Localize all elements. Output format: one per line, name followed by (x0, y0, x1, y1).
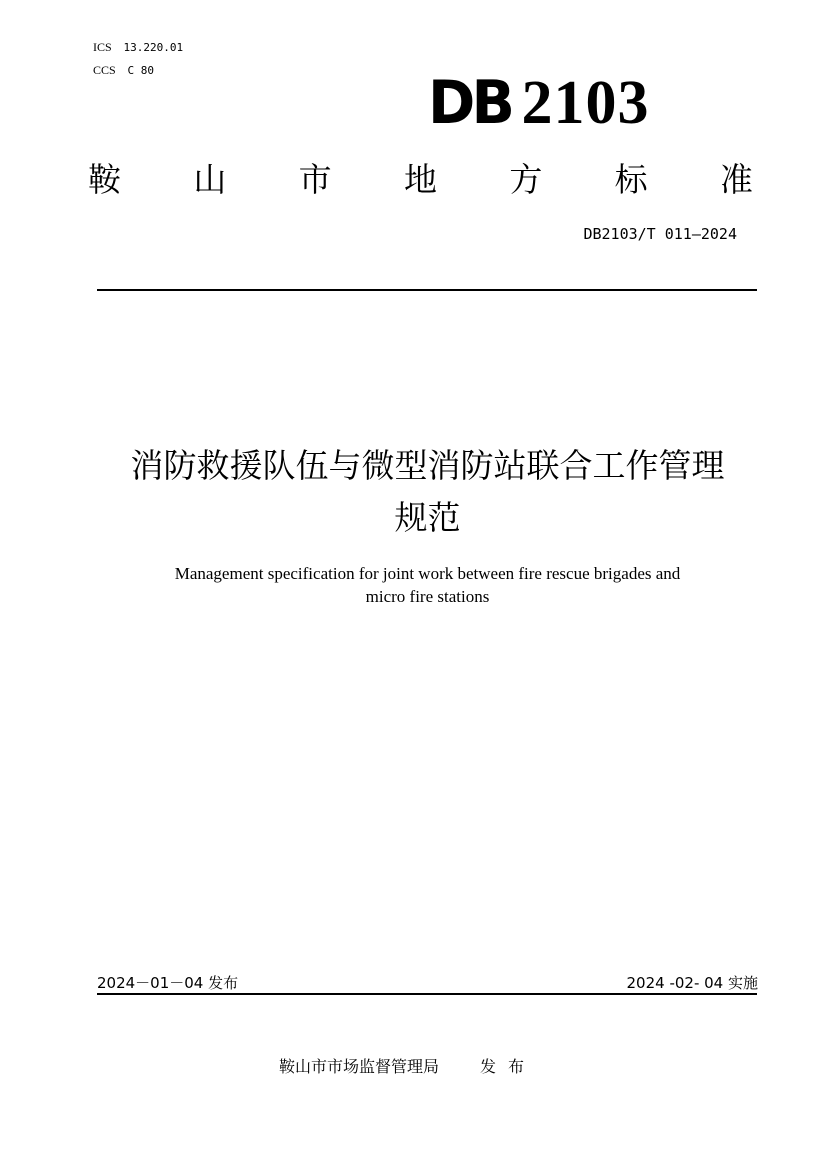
chinese-title-line: 消防救援队伍与微型消防站联合工作管理 (130, 446, 725, 485)
top-divider (97, 289, 757, 291)
standard-type-char: 方 (509, 159, 543, 199)
ics-label: ICS (93, 40, 112, 54)
chinese-title (80, 440, 775, 544)
ccs-label: CCS (93, 63, 116, 77)
english-title (100, 562, 755, 608)
ics-classification (93, 40, 183, 55)
ics-value: 13.220.01 (123, 41, 184, 54)
standard-type-char: 鞍 (88, 159, 121, 199)
db-region-code: 2103 (521, 69, 650, 137)
english-title-line: Management specification for joint work between fire rescue brigades and (174, 564, 681, 583)
ccs-value: C 80 (127, 64, 155, 77)
publisher-line (0, 1054, 815, 1077)
db-letters: DB (428, 68, 512, 138)
publisher-organization: 鞍山市市场监督管理局 (278, 1057, 439, 1076)
implementation-date: 2024 -02- 04 实施 (626, 974, 758, 992)
chinese-title-line: 规范 (394, 498, 461, 537)
db-standard-mark (428, 68, 650, 138)
standard-type-char: 准 (719, 159, 753, 199)
standard-type-char: 市 (298, 159, 332, 199)
standard-type-char: 地 (403, 159, 437, 199)
publisher-verb: 发布 (480, 1057, 537, 1076)
issue-date: 2024－01－04 发布 (97, 974, 239, 992)
standard-type-heading (88, 152, 753, 202)
standard-type-char: 标 (614, 159, 648, 199)
bottom-divider (97, 993, 757, 995)
english-title-line: micro fire stations (365, 587, 490, 606)
standard-type-char: 山 (193, 159, 227, 199)
standard-number: DB2103/T 011—2024 (583, 225, 737, 243)
ccs-classification (93, 63, 154, 78)
